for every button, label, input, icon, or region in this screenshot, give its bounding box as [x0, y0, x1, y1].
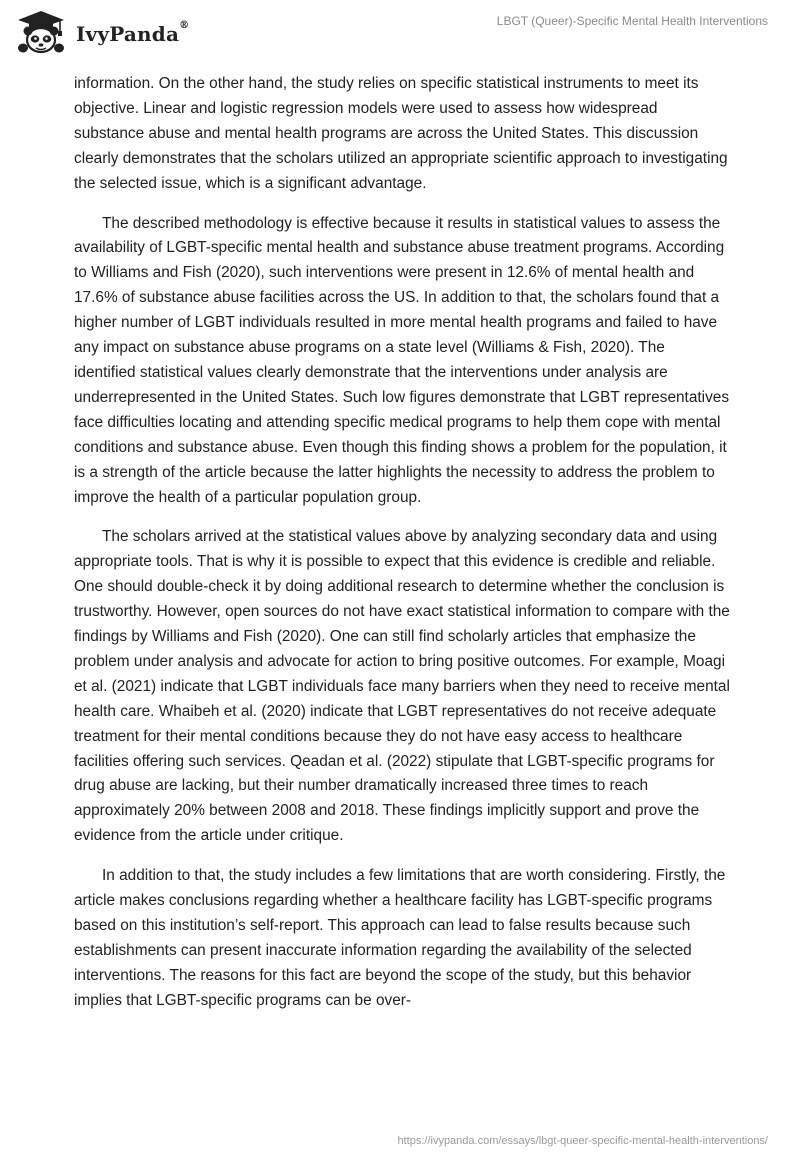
source-url[interactable]: https://ivypanda.com/essays/lbgt-queer-specific-mental-health-interventions/ [397, 1135, 768, 1147]
running-title: LBGT (Queer)-Specific Mental Health Interventions [496, 14, 768, 28]
paragraph: In addition to that, the study includes a few limitations that are worth considering. Firstly, the article makes conclusions regarding whether a healthcare facility has LGBT-specific programs based on this institution’s self-report. This approach can lead to false results because such establishments can present inaccurate information regarding the availability of the selected interventions. The reasons for this fact are beyond the scope of the study, but this behavior implies that LGBT-specific programs can be over- [74, 867, 726, 1009]
panda-graduate-icon [14, 10, 68, 54]
paragraph: information. On the other hand, the study relies on specific statistical instruments to meet its objective. Linear and logistic regression models were used to assess how widespread substance abuse and mental health programs are across the United States. This discussion clearly demonstrates that the scholars utilized an appropriate scientific approach to investigating the selected issue, which is a significant advantage. [74, 75, 728, 192]
page-header [0, 0, 800, 64]
registered-mark: ® [179, 20, 190, 31]
brand-name: IvyPanda® [76, 20, 190, 46]
essay-body [74, 72, 730, 1029]
ivypanda-logo[interactable] [14, 10, 189, 54]
paragraph: The scholars arrived at the statistical values above by analyzing secondary data and using appropriate tools. That is why it is possible to expect that this evidence is credible and reliable. One should double-check it by doing additional research to determine whether the conclusion is trustworthy. However, open sources do not have exact statistical information to compare with the findings by Williams and Fish (2020). One can still find scholarly articles that emphasize the problem under analysis and advocate for action to bring positive outcomes. For example, Moagi et al. (2021) indicate that LGBT individuals face many barriers when they need to receive mental health care. Whaibeh et al. (2020) indicate that LGBT representatives do not receive adequate treatment for their mental conditions because they do not have easy access to healthcare facilities offering such services. Qeadan et al. (2022) stipulate that LGBT-specific programs for drug abuse are lacking, but their number dramatically increased three times to reach approximately 20% between 2008 and 2018. These findings implicitly support and prove the evidence from the article under critique. [74, 528, 730, 845]
paragraph: The described methodology is effective because it results in statistical values to assess the availability of LGBT-specific mental health and substance abuse treatment programs. According to Williams and Fish (2020), such interventions were present in 12.6% of mental health and 17.6% of substance abuse facilities across the US. In addition to that, the scholars found that a higher number of LGBT individuals resulted in more mental health programs and failed to have any impact on substance abuse programs on a state level (Williams & Fish, 2020). The identified statistical values clearly demonstrate that the interventions under analysis are underrepresented in the United States. Such low figures demonstrate that LGBT representatives face difficulties locating and attending specific medical programs to help them cope with mental conditions and substance abuse. Even though this finding shows a problem for the population, it is a strength of the article because the latter highlights the necessity to address the problem to improve the health of a particular population group. [74, 214, 730, 506]
